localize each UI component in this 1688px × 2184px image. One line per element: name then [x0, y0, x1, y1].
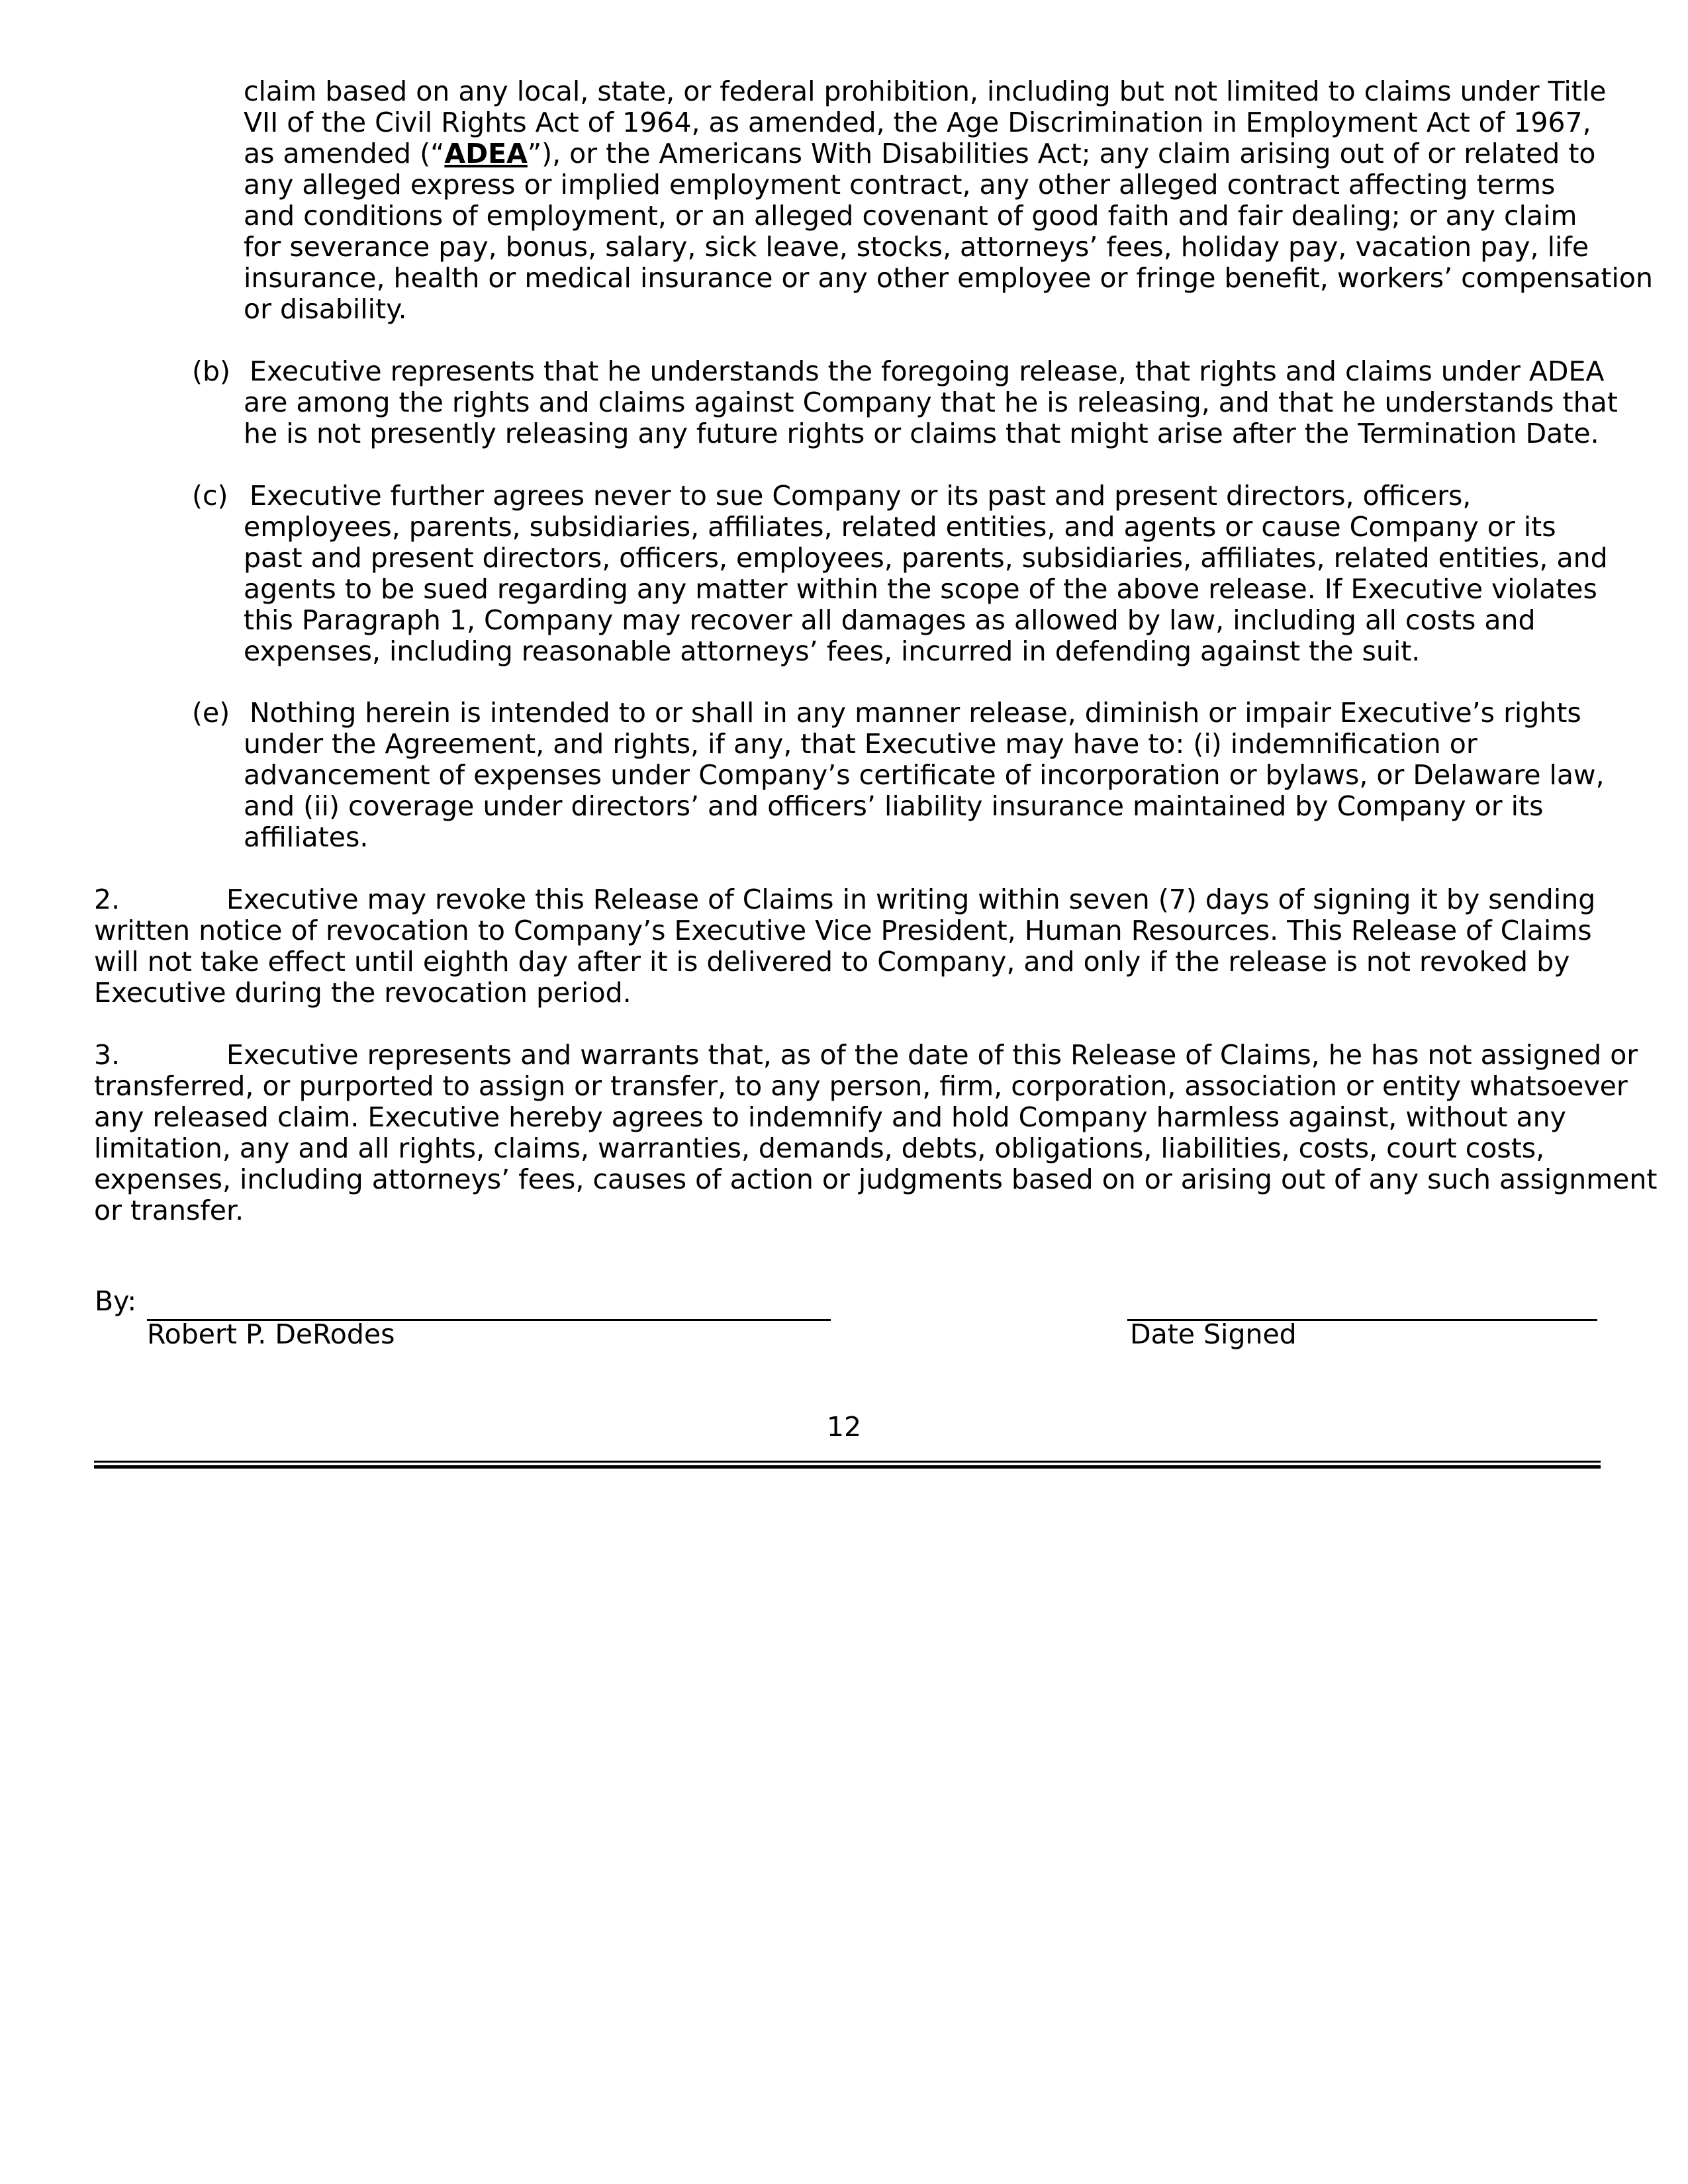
- text-line: affiliates.: [244, 821, 369, 853]
- text-line: will not take effect until eighth day after it is delivered to Company, and only if the release is not revoked by: [94, 946, 1570, 978]
- page-number: 12: [826, 1411, 862, 1443]
- text-line: Executive represents that he understands the foregoing release, that rights and claims under ADEA: [250, 355, 1605, 387]
- text-line: or transfer.: [94, 1195, 244, 1226]
- text-line: he is not presently releasing any future rights or claims that might arise after the Termination Date.: [244, 418, 1599, 449]
- release-continuation: [244, 76, 1653, 325]
- text-line: this Paragraph 1, Company may recover all damages as allowed by law, including all costs and: [244, 604, 1536, 636]
- text-line: claim based on any local, state, or federal prohibition, including but not limited to claims under Title: [244, 75, 1607, 107]
- text-line: as amended (“ADEA”), or the Americans With Disabilities Act; any claim arising out of or related to: [244, 138, 1596, 169]
- text-line: VII of the Civil Rights Act of 1964, as amended, the Age Discrimination in Employment Act of 1967,: [244, 107, 1591, 138]
- text-line: any released claim. Executive hereby agrees to indemnify and hold Company harmless against, without any: [94, 1101, 1566, 1133]
- text-line: and (ii) coverage under directors’ and officers’ liability insurance maintained by Company or its: [244, 790, 1544, 822]
- text-line: written notice of revocation to Company’s Executive Vice President, Human Resources. This Release of Claims: [94, 915, 1592, 946]
- paragraph-number: 2.: [94, 884, 120, 915]
- text-line: for severance pay, bonus, salary, sick leave, stocks, attorneys’ fees, holiday pay, vacation pay, life: [244, 231, 1589, 263]
- text-line: or disability.: [244, 293, 407, 325]
- text-line: Executive represents and warrants that, as of the date of this Release of Claims, he has not assigned or: [226, 1039, 1638, 1071]
- text-line: transferred, or purported to assign or transfer, to any person, firm, corporation, association or entity whatsoever: [94, 1070, 1628, 1102]
- subparagraph-marker: (b): [192, 355, 231, 387]
- adea-defined-term: ADEA: [444, 138, 528, 169]
- text-line: advancement of expenses under Company’s certificate of incorporation or bylaws, or Delaware law,: [244, 759, 1605, 791]
- paragraph-number: 3.: [94, 1039, 120, 1071]
- text-line: are among the rights and claims against Company that he is releasing, and that he understands that: [244, 387, 1618, 418]
- text-line: any alleged express or implied employment contract, any other alleged contract affecting terms: [244, 169, 1556, 201]
- signer-name: Robert P. DeRodes: [147, 1318, 395, 1350]
- text-line: Executive during the revocation period.: [94, 977, 632, 1009]
- text-line: limitation, any and all rights, claims, warranties, demands, debts, obligations, liabilities, costs, court costs,: [94, 1132, 1545, 1164]
- text-line: expenses, including reasonable attorneys’ fees, incurred in defending against the suit.: [244, 635, 1421, 667]
- footer-double-rule: [94, 1461, 1601, 1469]
- subparagraph-marker: (e): [192, 697, 230, 729]
- signature-by-label: By:: [95, 1285, 137, 1317]
- text-line: Executive may revoke this Release of Claims in writing within seven (7) days of signing it by sending: [226, 884, 1596, 915]
- text-line: Executive further agrees never to sue Company or its past and present directors, officers,: [250, 480, 1472, 512]
- text-line: employees, parents, subsidiaries, affiliates, related entities, and agents or cause Company or its: [244, 511, 1556, 543]
- text-line: expenses, including attorneys’ fees, causes of action or judgments based on or arising out of any such assignment: [94, 1163, 1658, 1195]
- text-line: insurance, health or medical insurance or any other employee or fringe benefit, workers’ compensation: [244, 262, 1653, 294]
- text-line: Nothing herein is intended to or shall in any manner release, diminish or impair Executive’s rights: [250, 697, 1581, 729]
- text-line: and conditions of employment, or an alleged covenant of good faith and fair dealing; or any claim: [244, 200, 1577, 232]
- text-line: under the Agreement, and rights, if any, that Executive may have to: (i) indemnification or: [244, 728, 1477, 760]
- subparagraph-marker: (c): [192, 480, 228, 512]
- text-line: past and present directors, officers, employees, parents, subsidiaries, affiliates, related entities, and: [244, 542, 1608, 574]
- date-signed-label: Date Signed: [1130, 1318, 1297, 1350]
- text-line: agents to be sued regarding any matter within the scope of the above release. If Executive violates: [244, 573, 1597, 605]
